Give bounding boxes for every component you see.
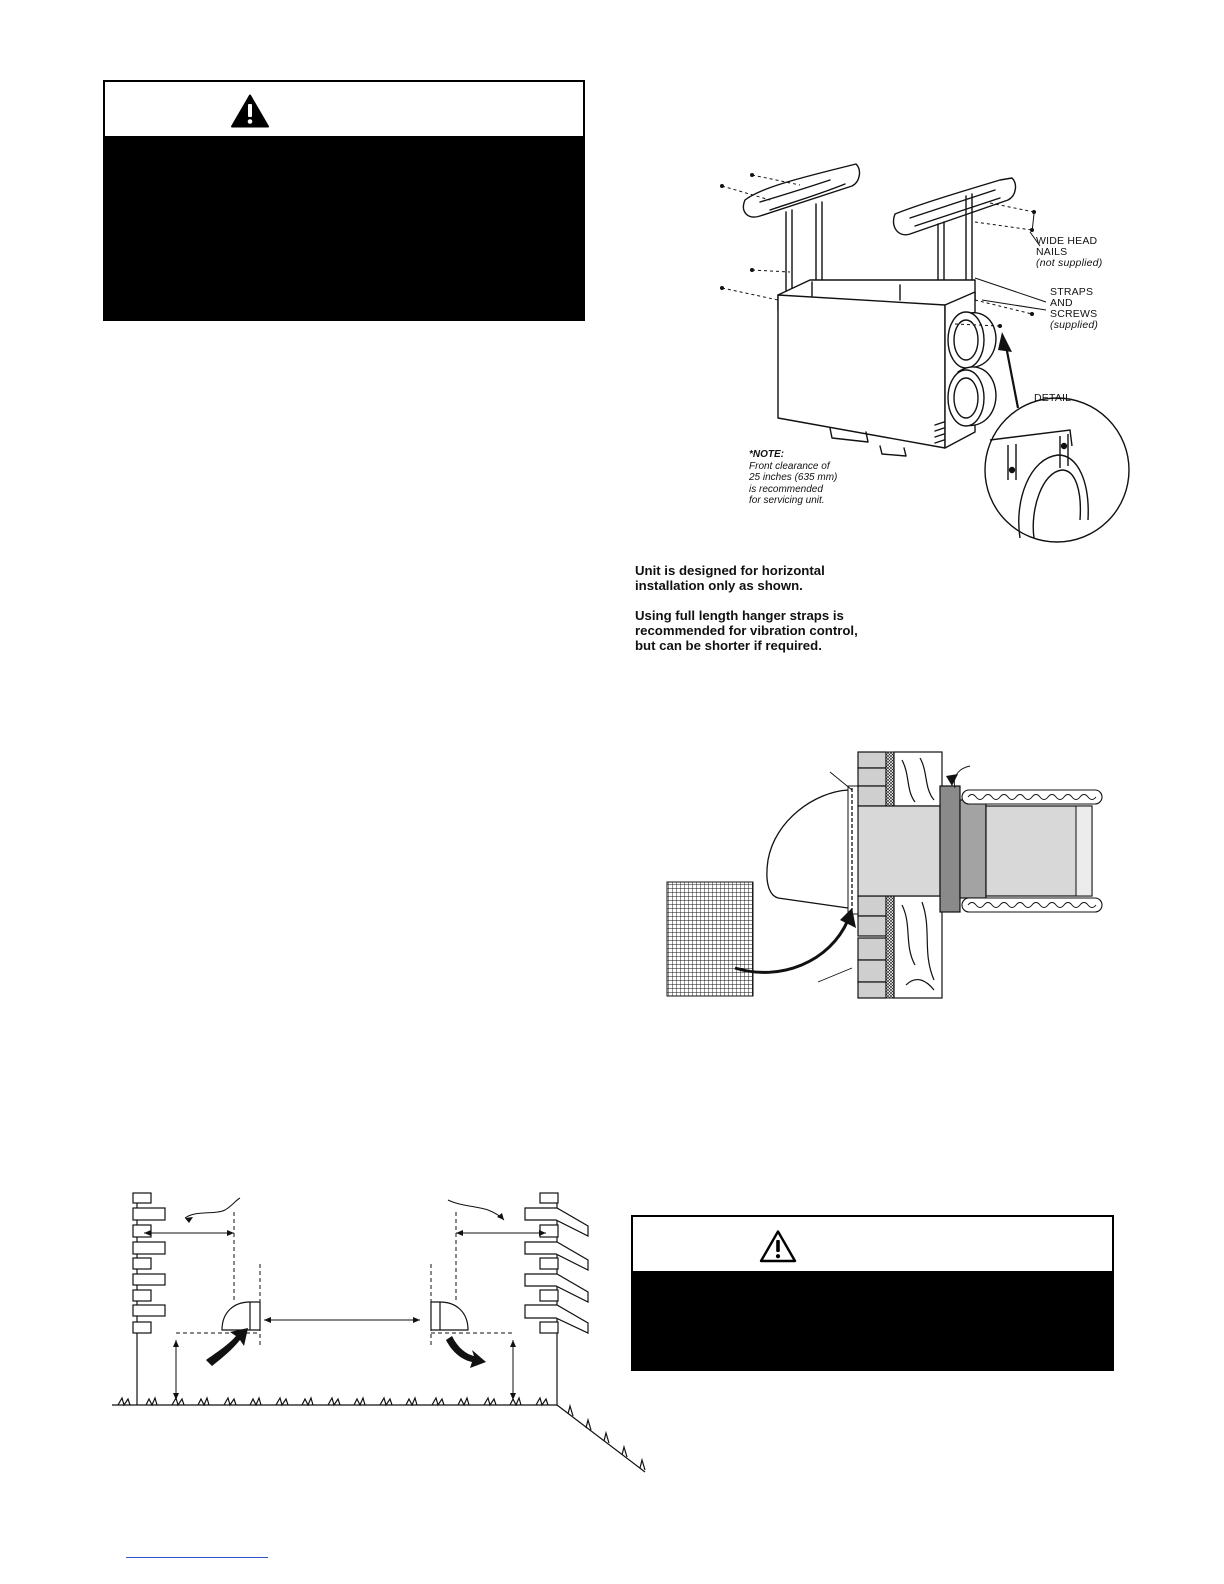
warning-box-left — [103, 80, 585, 321]
ground — [112, 1398, 645, 1472]
clearance-note: *NOTE: Front clearance of 25 inches (635 mm) is recommended for servicing unit. — [749, 449, 838, 506]
exhaust-arrow — [446, 1336, 486, 1368]
unit-cabinet — [778, 280, 975, 456]
warning-box-right — [631, 1215, 1114, 1371]
detail-circle — [985, 398, 1129, 542]
left-joist — [743, 164, 859, 217]
intake-arrow — [206, 1328, 248, 1366]
right-joist — [893, 178, 1015, 235]
warning-icon — [231, 94, 269, 128]
duct-flange — [940, 786, 960, 912]
warning-body-left — [105, 136, 583, 319]
exhaust-hood-right — [431, 1302, 468, 1330]
nails-label: WIDE HEAD NAILS (not supplied) — [1036, 235, 1103, 269]
warning-outline-icon — [759, 1229, 797, 1263]
detail-arrow — [998, 332, 1018, 408]
exterior-hood — [767, 790, 848, 908]
right-house-wall — [525, 1193, 588, 1405]
warning-header-left — [105, 82, 583, 136]
hood-placement-figure — [108, 1188, 658, 1478]
bird-screen — [667, 882, 753, 996]
straps-label: STRAPS AND SCREWS (supplied) — [1050, 286, 1099, 331]
footer-link-underline[interactable] — [126, 1557, 268, 1558]
exhaust-hood-left — [222, 1302, 260, 1330]
left-house-wall — [133, 1193, 165, 1405]
detail-label: DETAIL — [1034, 392, 1072, 404]
wall-sleeve — [858, 806, 940, 896]
installation-caption: Unit is designed for horizontal installation only as shown. Using full length hanger straps is recommended for vibration control, but can be shorter if required. — [635, 563, 858, 653]
warning-header-right — [633, 1217, 1112, 1271]
wall-hood-figure — [660, 745, 1110, 1010]
warning-body-right — [633, 1271, 1112, 1369]
